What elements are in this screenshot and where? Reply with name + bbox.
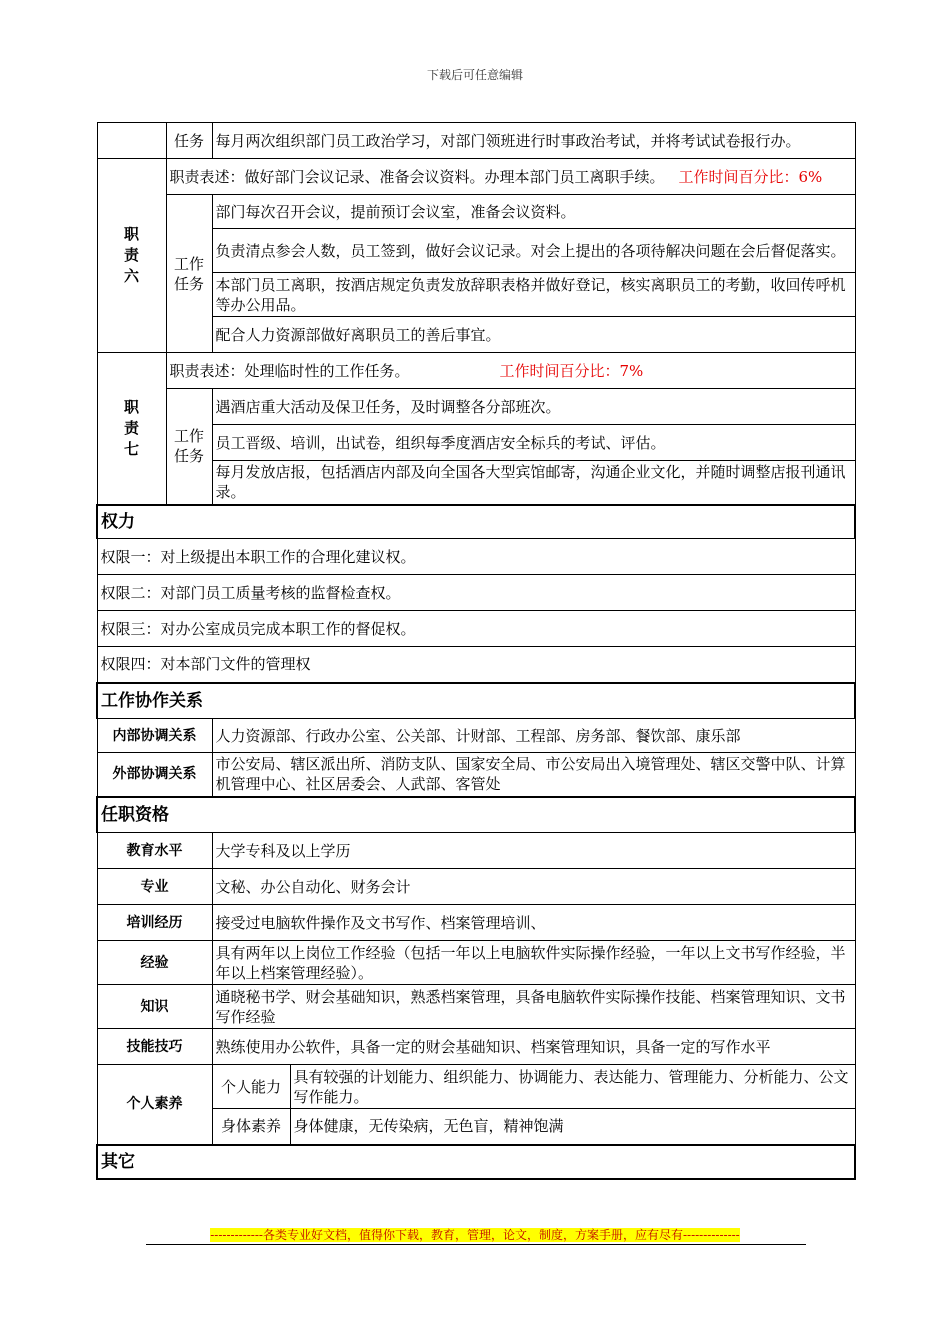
qualifications-heading-row	[97, 797, 855, 833]
duty7-task-label: 工作 任务	[166, 389, 212, 505]
duty7-description: 职责表述：处理临时性的工作任务。	[169, 361, 410, 380]
cooperation-heading-row	[97, 683, 855, 719]
authority-row	[97, 647, 855, 683]
authority-item-4: 权限四：对本部门文件的管理权	[97, 647, 855, 683]
header-note: 下载后可任意编辑	[426, 68, 523, 82]
job-description-table	[96, 122, 856, 1180]
duty5-task-text: 每月两次组织部门员工政治学习，对部门领班进行时事政治考试，并将考试试卷报行办。	[212, 123, 855, 159]
qualifications-heading: 任职资格	[97, 797, 855, 833]
authority-heading-row	[97, 505, 855, 539]
duty6-task-4: 配合人力资源部做好离职员工的善后事宜。	[212, 317, 855, 353]
skills-label: 技能技巧	[97, 1029, 212, 1065]
duty6-task-row	[97, 195, 855, 229]
qualification-row	[97, 985, 855, 1029]
knowledge-value: 通晓秘书学、财会基础知识，熟悉档案管理，具备电脑软件实际操作技能、档案管理知识、文书写作经验	[212, 985, 855, 1029]
duty6-description-row	[97, 159, 855, 195]
education-label: 教育水平	[97, 833, 212, 869]
authority-row	[97, 611, 855, 647]
authority-row	[97, 539, 855, 575]
personal-quality-row	[97, 1065, 855, 1109]
physical-quality-label: 身体素养	[212, 1109, 290, 1145]
education-value: 大学专科及以上学历	[212, 833, 855, 869]
duty5-task-label: 任务	[166, 123, 212, 159]
footer-text: -------------各类专业好文档，值得你下载，教育，管理，论文，制度，方案手册，应有尽有--------------	[210, 1228, 740, 1242]
knowledge-label: 知识	[97, 985, 212, 1029]
qualification-row	[97, 941, 855, 985]
experience-value: 具有两年以上岗位工作经验（包括一年以上电脑软件实际操作经验，一年以上文书写作经验，半年以上档案管理经验）。	[212, 941, 855, 985]
authority-item-1: 权限一：对上级提出本职工作的合理化建议权。	[97, 539, 855, 575]
authority-row	[97, 575, 855, 611]
duty7-task-1: 遇酒店重大活动及保卫任务，及时调整各分部班次。	[212, 389, 855, 425]
personal-quality-label: 个人素养	[97, 1065, 212, 1145]
duty6-title: 职 责 六	[97, 159, 166, 353]
duty5-task-row	[97, 123, 855, 159]
cooperation-row	[97, 753, 855, 797]
qualification-row	[97, 905, 855, 941]
qualification-row	[97, 833, 855, 869]
major-value: 文秘、办公自动化、财务会计	[212, 869, 855, 905]
training-label: 培训经历	[97, 905, 212, 941]
other-heading-row	[97, 1145, 855, 1179]
duty7-description-cell	[166, 353, 855, 389]
duty5-title-cell	[97, 123, 166, 159]
duty6-percentage: 工作时间百分比：6%	[678, 167, 823, 186]
internal-coordination-label: 内部协调关系	[97, 719, 212, 753]
authority-item-2: 权限二：对部门员工质量考核的监督检查权。	[97, 575, 855, 611]
qualification-row	[97, 869, 855, 905]
qualification-row	[97, 1029, 855, 1065]
authority-heading: 权力	[97, 505, 855, 539]
duty7-percentage: 工作时间百分比：7%	[499, 361, 644, 380]
duty6-description-cell	[166, 159, 855, 195]
duty7-description-row	[97, 353, 855, 389]
duty7-task-row	[97, 389, 855, 425]
duty7-task-3: 每月发放店报，包括酒店内部及向全国各大型宾馆邮寄，沟通企业文化，并随时调整店报刊通讯录。	[212, 461, 855, 505]
authority-item-3: 权限三：对办公室成员完成本职工作的督促权。	[97, 611, 855, 647]
duty6-task-label: 工作 任务	[166, 195, 212, 353]
external-coordination-value: 市公安局、辖区派出所、消防支队、国家安全局、市公安局出入境管理处、辖区交警中队、计算机管理中心、社区居委会、人武部、客管处	[212, 753, 855, 797]
duty7-task-2: 员工晋级、培训，出试卷，组织每季度酒店安全标兵的考试、评估。	[212, 425, 855, 461]
internal-coordination-value: 人力资源部、行政办公室、公关部、计财部、工程部、房务部、餐饮部、康乐部	[212, 719, 855, 753]
duty7-title: 职 责 七	[97, 353, 166, 505]
cooperation-heading: 工作协作关系	[97, 683, 855, 719]
training-value: 接受过电脑软件操作及文书写作、档案管理培训、	[212, 905, 855, 941]
footer-divider	[146, 1244, 806, 1245]
personal-ability-label: 个人能力	[212, 1065, 290, 1109]
physical-quality-value: 身体健康，无传染病，无色盲，精神饱满	[290, 1109, 855, 1145]
experience-label: 经验	[97, 941, 212, 985]
external-coordination-label: 外部协调关系	[97, 753, 212, 797]
duty6-task-2: 负责清点参会人数，员工签到，做好会议记录。对会上提出的各项待解决问题在会后督促落实。	[212, 229, 855, 273]
major-label: 专业	[97, 869, 212, 905]
personal-ability-value: 具有较强的计划能力、组织能力、协调能力、表达能力、管理能力、分析能力、公文写作能力。	[290, 1065, 855, 1109]
duty6-task-3: 本部门员工离职，按酒店规定负责发放辞职表格并做好登记，核实离职员工的考勤，收回传呼机等办公用品。	[212, 273, 855, 317]
duty6-description: 职责表述：做好部门会议记录、准备会议资料。办理本部门员工离职手续。	[169, 167, 665, 186]
skills-value: 熟练使用办公软件，具备一定的财会基础知识、档案管理知识，具备一定的写作水平	[212, 1029, 855, 1065]
duty6-task-1: 部门每次召开会议，提前预订会议室，准备会议资料。	[212, 195, 855, 229]
cooperation-row	[97, 719, 855, 753]
footer-banner	[0, 1226, 950, 1243]
other-heading: 其它	[97, 1145, 855, 1179]
